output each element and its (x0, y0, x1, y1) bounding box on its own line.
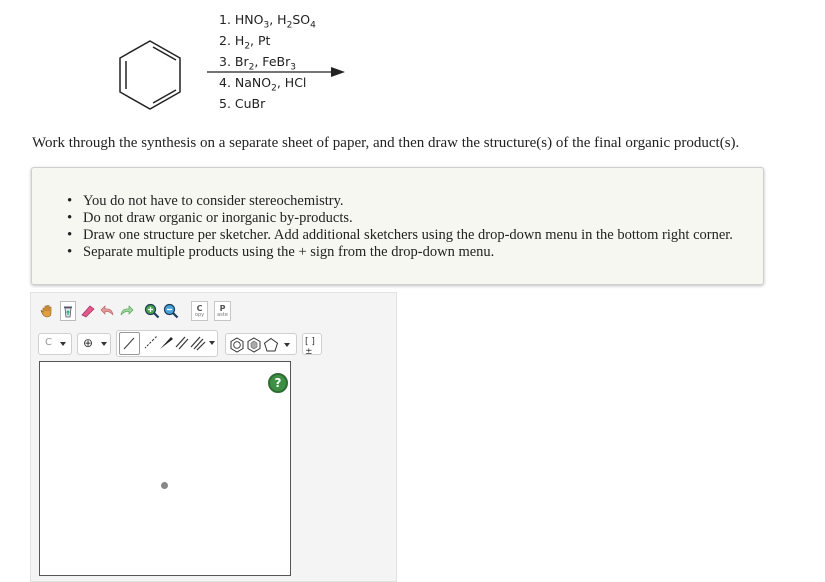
copy-button[interactable] (191, 301, 208, 321)
note-item: • Do not draw organic or inorganic by-products. (67, 210, 733, 227)
step-number: 5. (219, 96, 235, 111)
reaction-arrow (207, 66, 345, 78)
subscript: 3 (290, 62, 296, 73)
single-bond-button[interactable] (119, 332, 140, 355)
step-number: 2. (219, 33, 235, 48)
erase-all-icon[interactable] (60, 301, 76, 321)
redo-icon[interactable] (118, 301, 134, 321)
structure-sketcher (30, 292, 397, 582)
bond-toolbar (116, 330, 218, 357)
paste-button[interactable] (214, 301, 231, 321)
subscript: 2 (271, 83, 277, 94)
reagent-list (219, 9, 316, 114)
copy-label: C (196, 303, 203, 313)
drawing-canvas[interactable] (39, 361, 291, 576)
hand-icon[interactable] (39, 301, 55, 321)
note-item: • Draw one structure per sketcher. Add additional sketchers using the drop-down menu in the bottom right corner. (67, 227, 733, 244)
charge-icon: ⊕ (83, 336, 94, 350)
instruction-text: Work through the synthesis on a separate sheet of paper, and then draw the structure(s) of the final organic product(s). (32, 135, 740, 151)
hashed-bond-button[interactable] (142, 335, 158, 356)
reagent-text: Br (234, 54, 249, 69)
subscript: 3 (263, 20, 270, 31)
cyclopentane-button[interactable] (263, 337, 279, 358)
charge-selector[interactable] (77, 333, 111, 355)
wedge-bond-button[interactable] (158, 335, 174, 356)
eraser-icon[interactable] (80, 301, 96, 321)
reagent-text: HNO (234, 12, 264, 27)
reagent-text: CuBr (234, 96, 266, 111)
paste-label-suffix: aste (217, 311, 228, 318)
reagent-text: H (234, 33, 245, 48)
ring-toolbar (225, 333, 297, 355)
sketcher-toolbar-bottom (37, 333, 327, 355)
note-item: • You do not have to consider stereochemistry. (67, 193, 733, 210)
benzene-structure (115, 38, 185, 112)
subscript: 4 (310, 20, 316, 31)
element-label: C (45, 337, 52, 348)
bracket-button[interactable] (302, 333, 322, 355)
reagent-step (219, 9, 316, 30)
triple-bond-button[interactable] (190, 335, 206, 356)
notes-list (67, 193, 733, 261)
reagent-text: , H (269, 12, 287, 27)
zoom-out-icon[interactable] (163, 301, 179, 321)
sketcher-toolbar-top (37, 301, 277, 323)
reagent-step (219, 30, 316, 51)
reagent-step (219, 93, 316, 114)
cyclohexane-button[interactable] (246, 337, 262, 358)
chevron-down-icon[interactable] (284, 343, 290, 347)
reagent-text: SO (292, 12, 311, 27)
reagent-text: , FeBr (254, 54, 291, 69)
undo-icon[interactable] (100, 301, 116, 321)
subscript: 2 (244, 41, 251, 52)
chevron-down-icon[interactable] (209, 341, 215, 345)
step-number: 3. (219, 54, 235, 69)
zoom-in-icon[interactable] (144, 301, 160, 321)
step-number: 1. (219, 12, 235, 27)
subscript: 2 (248, 62, 255, 73)
reagent-text: NaNO (234, 75, 272, 90)
double-bond-button[interactable] (174, 335, 190, 356)
notes-box (31, 167, 764, 285)
subscript: 2 (286, 20, 293, 31)
chevron-down-icon (60, 342, 66, 346)
copy-label-suffix: opy (194, 311, 205, 318)
element-selector[interactable] (38, 333, 72, 355)
paste-label: P (219, 303, 226, 313)
bracket-icon: [ ]± (305, 337, 315, 357)
help-icon[interactable]: ? (268, 373, 288, 393)
note-item: • Separate multiple products using the + sign from the drop-down menu. (67, 244, 733, 261)
benzene-ring-button[interactable] (229, 337, 245, 358)
canvas-dot (161, 482, 168, 489)
reagent-text: , Pt (250, 33, 271, 48)
step-number: 4. (219, 75, 235, 90)
reagent-text: , HCl (276, 75, 307, 90)
chevron-down-icon (101, 342, 107, 346)
